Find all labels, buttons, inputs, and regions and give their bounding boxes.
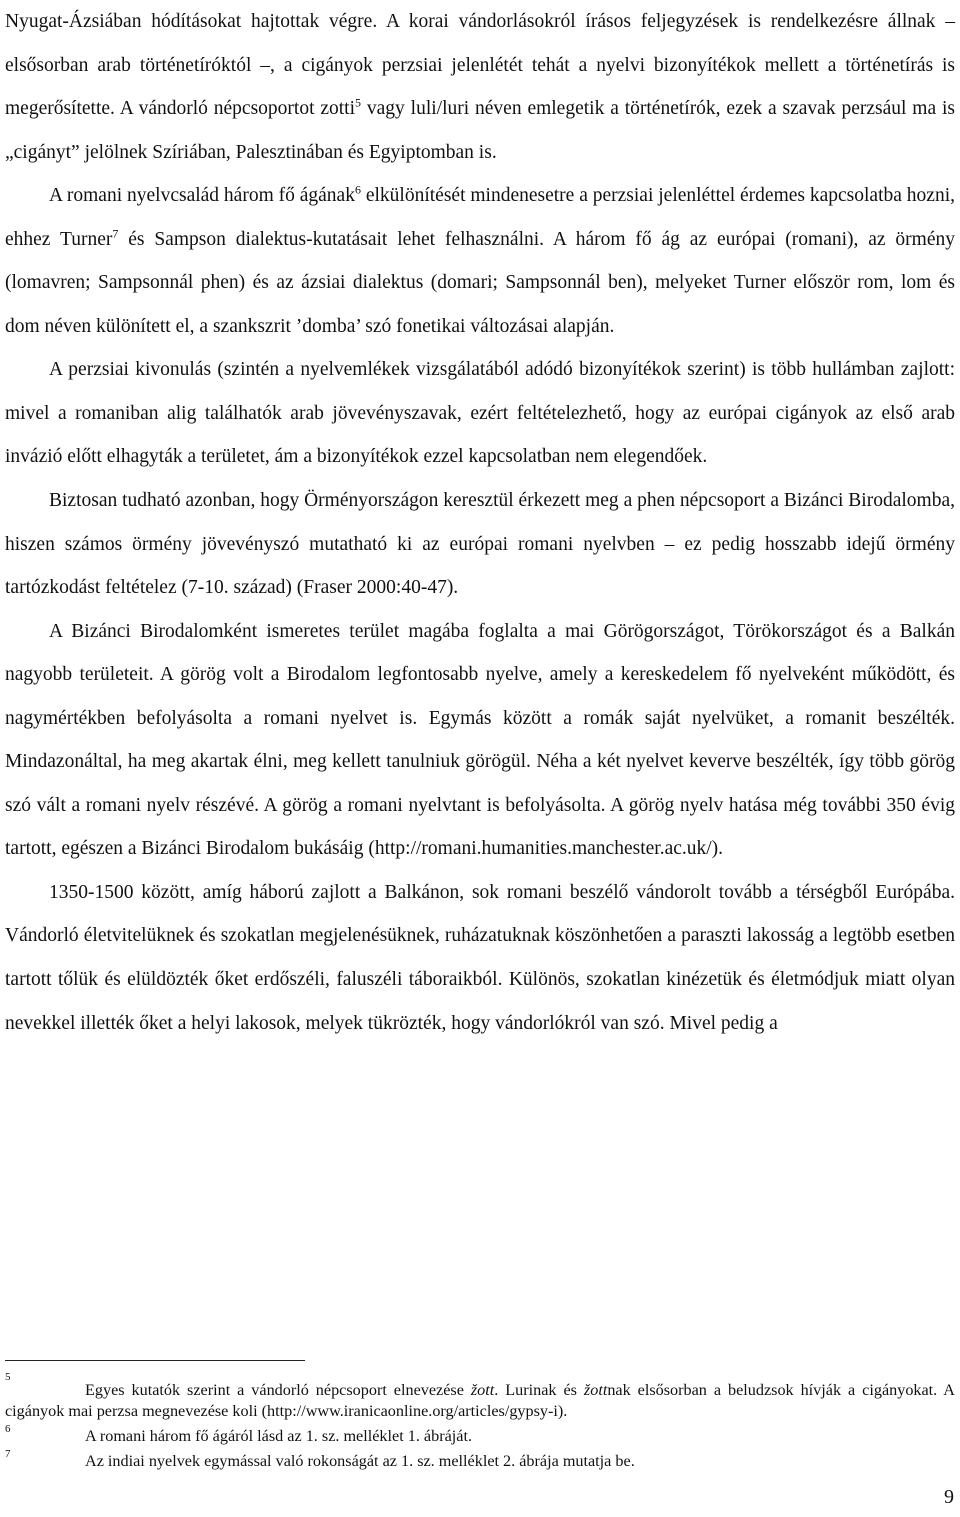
footnote-text xyxy=(5,1426,955,1447)
paragraph xyxy=(5,610,955,871)
paragraph-text: A perzsiai kivonulás (szintén a nyelvemlékek vizsgálatából adódó bizonyítékok szerint) is több hullámban zajlott: mivel a romaniban alig találhatók arab jövevényszavak, ezért feltételezhető, hogy az európai cigányok az első arab invázió előtt elhagyták a területet, ám a bizonyítékok ezzel kapcsolatban nem elegendőek. xyxy=(5,359,955,468)
footnote-italic-term: žott xyxy=(583,1381,608,1399)
paragraph xyxy=(5,0,955,174)
paragraph-text: A romani nyelvcsalád három fő ágának xyxy=(49,185,355,207)
footnote-separator xyxy=(5,1360,305,1361)
footnote-text-segment: . Lurinak és xyxy=(494,1381,584,1399)
footnote-reference: 5 xyxy=(355,95,362,110)
footnote-text xyxy=(5,1380,955,1422)
page-number: 9 xyxy=(944,1486,954,1508)
paragraph xyxy=(5,174,955,348)
footnote-italic-term: žott xyxy=(470,1381,495,1399)
main-text xyxy=(5,0,955,1045)
footnote-text-segment: Az indiai nyelvek egymással való rokonságát az 1. sz. melléklet 2. ábrája mutatja be. xyxy=(85,1452,635,1470)
footnote-number: 6 xyxy=(5,1423,11,1435)
footnote xyxy=(5,1370,955,1422)
paragraph xyxy=(5,348,955,479)
footnote-text xyxy=(5,1451,955,1472)
paragraph-text: és Sampson dialektus-kutatásait lehet felhasználni. A három fő ág az európai (romani), az örmény (lomavren; Sampsonnál phen) és az ázsiai dialektus (domari; Sampsonnál ben), melyeket Turner először rom, lom és dom néven különített el, a szankszrit ’domba’ szó fonetikai változásai alapján. xyxy=(5,228,956,337)
footnote xyxy=(5,1447,955,1472)
footnote xyxy=(5,1422,955,1447)
footnotes xyxy=(5,1370,955,1472)
paragraph-text: 1350-1500 között, amíg háború zajlott a Balkánon, sok romani beszélő vándorolt tovább a térségből Európába. Vándorló életvitelüknek és szokatlan megjelenésüknek, ruházatuknak köszönhetően a paraszti lakosság a legtöbb esetben tartott tőlük és elüldözték őket erdőszéli, faluszéli táboraikból. Különös, szokatlan kinézetük és életmódjuk miatt olyan nevekkel illették őket a helyi lakosok, melyek tükrözték, hogy vándorlókról van szó. Mivel pedig a xyxy=(5,881,955,1034)
paragraph xyxy=(5,479,955,610)
footnote-text-segment: nak elsősorban a beludzsok hívják a cigányokat. A cigányok mai perzsa megnevezése koli (http://www.iranicaonline.org/articles/gypsy-i). xyxy=(5,1381,955,1420)
paragraph-text: Nyugat-Ázsiában hódításokat hajtottak végre. A korai vándorlásokról írásos feljegyzések is rendelkezésre állnak – elsősorban arab történetíróktól –, a cigányok perzsiai jelenlétét tehát a nyelvi bizonyítékok mellett a történetírás is megerősítette. A vándorló népcsoportot zotti xyxy=(5,11,955,120)
paragraph-text: vagy luli/luri néven emlegetik a történetírók, ezek a szavak perzsául ma is „cigányt” jelölnek Szíriában, Palesztinában és Egyiptomban is. xyxy=(5,98,955,163)
paragraph-text: elkülönítését mindenesetre a perzsiai jelenléttel érdemes kapcsolatba hozni, ehhez Turner xyxy=(5,185,955,250)
paragraph-text: Biztosan tudható azonban, hogy Örményországon keresztül érkezett meg a phen népcsoport a Bizánci Birodalomba, hiszen számos örmény jövevényszó mutatható ki az európai romani nyelvben – ez pedig hosszabb idejű örmény tartózkodást feltételez (7-10. század) (Fraser 2000:40-47). xyxy=(5,490,955,599)
footnote-text-segment: A romani három fő ágáról lásd az 1. sz. melléklet 1. ábráját. xyxy=(85,1427,473,1445)
footnote-reference: 7 xyxy=(112,226,119,241)
footnote-reference: 6 xyxy=(354,182,361,197)
paragraph-text: A Bizánci Birodalomként ismeretes terület magába foglalta a mai Görögországot, Törökországot és a Balkán nagyobb területeit. A görög volt a Birodalom legfontosabb nyelve, amely a kereskedelem fő nyelveként működött, és nagymértékben befolyásolta a romani nyelvet is. Egymás között a romák saját nyelvüket, a romanit beszélték. Mindazonáltal, ha meg akartak élni, meg kellett tanulniuk görögül. Néha a két nyelvet keverve beszélték, így több görög szó vált a romani nyelv részévé. A görög a romani nyelvtant is befolyásolta. A görög nyelv hatása még további 350 évig tartott, egészen a Bizánci Birodalom bukásáig (http://romani.humanities.manchester.ac.uk/). xyxy=(5,620,955,860)
footnote-number: 5 xyxy=(5,1371,11,1383)
footnote-text-segment: Egyes kutatók szerint a vándorló népcsoport elnevezése xyxy=(85,1381,471,1399)
footnote-number: 7 xyxy=(5,1448,11,1460)
paragraph xyxy=(5,871,955,1045)
